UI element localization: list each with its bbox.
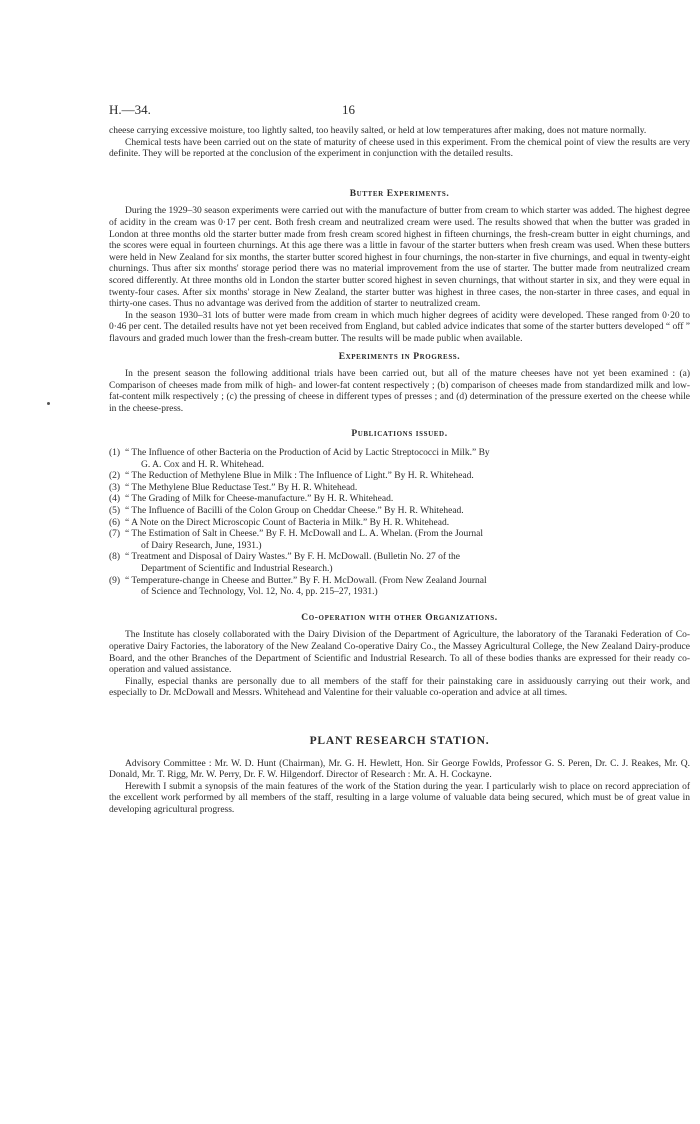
intro-paragraph-1: cheese carrying excessive moisture, too lightly salted, too heavily salted, or held at low temperatures after making, does not mature normally. (109, 126, 647, 136)
publication-item: (3) “ The Methylene Blue Reductase Test.” By H. R. Whitehead. (109, 482, 358, 493)
publication-item: (9) “ Temperature-change in Cheese and Butter.” By F. H. McDowall. (From New Zealand Journal of Science and Technology, Vol. 12, No. 4, pp. 215–27, 1931.) (109, 575, 487, 598)
publication-item: (8) “ Treatment and Disposal of Dairy Wastes.” By F. H. McDowall. (Bulletin No. 27 of the Department of Scientific and Industrial Research.) (109, 552, 460, 574)
experiments-in-progress-heading: Experiments in Progress. (338, 351, 461, 362)
publication-item: (1) “ The Influence of other Bacteria on the Production of Acid by Lactic Streptococci in Milk.” By G. A. Cox and H. R. Whitehead. (109, 448, 490, 470)
publication-item: (6) “ A Note on the Direct Microscopic Count of Bacteria in Milk.” By H. R. Whitehead. (109, 517, 450, 528)
advisory-committee-paragraph: Advisory Committee : Mr. W. D. Hunt (Chairman), Mr. G. H. Hewlett, Hon. Sir George Fowlds, Professor G. S. Peren, Dr. C. J. Reakes, Mr. Q. Donald, Mr. T. Rigg, Mr. W. Perry, Dr. F. W. Hilgendorf. Director of Research : Mr. A. H. Cockayne. (109, 758, 690, 781)
intro-paragraph-2: Chemical tests have been carried out on the state of maturity of cheese used in this experiment. From the chemical point of view the results are very definite. They will be reported at the conclusion of the experiment in conjunction with the detailed results. (109, 137, 690, 160)
synopsis-paragraph: Herewith I submit a synopsis of the main features of the work of the Station during the year. I particularly wish to place on record appreciation of the excellent work performed by all members of the staff, resulting in a large volume of valuable data being secured, which must be of great value in developing agricultural progress. (109, 781, 690, 815)
publication-item: (4) “ The Grading of Milk for Cheese-manufacture.” By H. R. Whitehead. (109, 494, 394, 505)
butter-paragraph-1: During the 1929–30 season experiments were carried out with the manufacture of butter from cream to which starter was added. The highest degree of acidity in the cream was 0·17 per cent. Both fresh cream and neutralized cream were used. The results showed that when the butter was graded in London at three months old the starter butter made from fresh cream scored highest in fifteen churnings, the fresh-cream butter in eight churnings, and the scores were equal in fourteen churnings. At this age there was a little in favour of the starter butters when fresh cream was used. When these butters were held in New Zealand for six months, the starter butter scored highest in four churnings, the non-starter in five churnings, and equal in twenty-eight churnings. Thus after six months' storage period there was no material improvement from the use of starter. The butter made from neutralized cream scored differently. At three months old in London the starter butter scored highest in seven churnings, that without starter in six, and they were equal in twenty-four cases. After six months' storage in New Zealand, the starter butter was highest in three cases, the non-starter in three cases, and equal in thirty-one cases. Thus no advantage was derived from the addition of starter to neutralized cream. (109, 206, 690, 310)
report-reference: H.—34. (109, 102, 151, 117)
butter-experiments-heading: Butter Experiments. (349, 188, 450, 199)
cooperation-paragraph-2: Finally, especial thanks are personally due to all members of the staff for their painstaking care in assiduously carrying out their work, and especially to Dr. McDowall and Messrs. Whitehead and Valentine for their valuable co-operation and advice at all times. (109, 676, 690, 699)
plant-research-heading: PLANT RESEARCH STATION. (309, 734, 490, 747)
publications-heading: Publications issued. (351, 429, 448, 440)
cooperation-heading: Co-operation with other Organizations. (301, 612, 498, 623)
butter-paragraph-2: In the season 1930–31 lots of butter were made from cream in which much higher degrees of acidity were developed. These ranged from 0·20 to 0·46 per cent. The detailed results have not yet been received from England, but cabled advice indicates that some of the starter butters developed “ off ” flavours and graded much lower than the fresh-cream butter. The results will be made public when available. (109, 310, 690, 344)
publication-item: (7) “ The Estimation of Salt in Cheese.” By F. H. McDowall and L. A. Whelan. (From the Journal of Dairy Research, June, 1931.) (109, 529, 483, 551)
publication-item: (5) “ The Influence of Bacilli of the Colon Group on Cheddar Cheese.” By H. R. Whitehead. (109, 506, 464, 517)
cooperation-paragraph-1: The Institute has closely collaborated with the Dairy Division of the Department of Agriculture, the laboratory of the Taranaki Federation of Co-operative Dairy Factories, the laboratory of the New Zealand Co-operative Dairy Co., the Massey Agricultural College, the New Zealand Dairy-produce Board, and the other Branches of the Department of Scientific and Industrial Research. To all of these bodies thanks are expressed for their ready co-operation and valued assistance. (109, 630, 690, 676)
page-header (109, 104, 690, 126)
progress-paragraph: In the present season the following additional trials have been carried out, but all of the mature cheeses have not yet been examined : (a) Comparison of cheeses made from milk of high- and lower-fat content respectively ; (b) comparison of cheeses made from standardized milk and low-fat-content milk respectively ; (c) the pressing of cheese in different types of presses ; and (d) determination of the pressure exerted on the cheese while in the cheese-press. (109, 369, 690, 414)
body-text (109, 126, 690, 817)
margin-mark (47, 402, 50, 405)
publication-item: (2) “ The Reduction of Methylene Blue in Milk : The Influence of Light.” By H. R. Whitehead. (109, 471, 474, 482)
publications-list (109, 448, 690, 599)
page-number: 16 (342, 102, 355, 117)
